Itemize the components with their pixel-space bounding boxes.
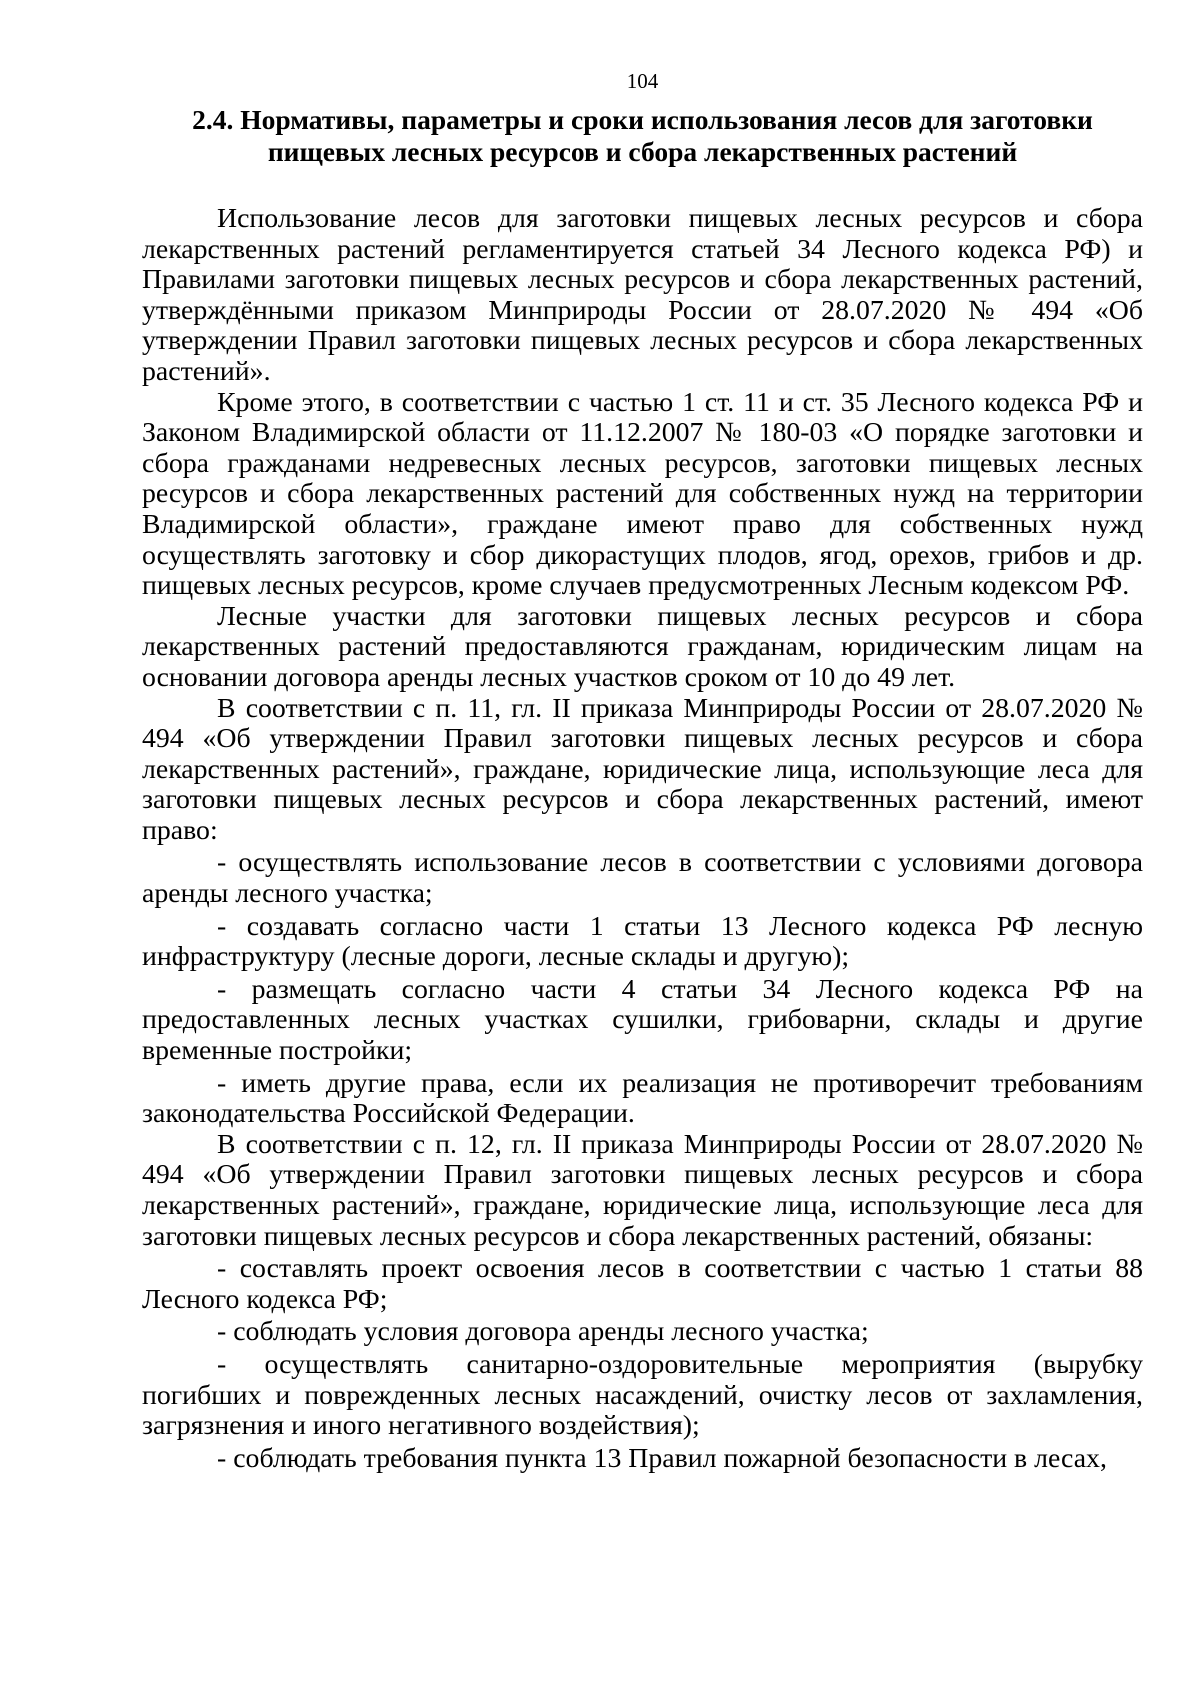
- list-item-duty: - соблюдать требования пункта 13 Правил пожарной безопасности в лесах,: [217, 1442, 1107, 1474]
- section-title-line-2: пищевых лесных ресурсов и сбора лекарственных растений: [267, 136, 1018, 167]
- list-item-right: - иметь другие права, если их реализация не противоречит требованиям законодательства Российской Федерации.: [142, 1067, 1143, 1130]
- list-item-right: - создавать согласно части 1 статьи 13 Лесного кодекса РФ лесную инфраструктуру (лесные дороги, лесные склады и другую);: [142, 910, 1143, 973]
- paragraph-rights-intro: В соответствии с п. 11, гл. II приказа Минприроды России от 28.07.2020 № 494 «Об утверждении Правил заготовки пищевых лесных ресурсов и сбора лекарственных растений», граждане, юридические лица, использующие леса для заготовки пищевых лесных ресурсов и сбора лекарственных растений, имеют право:: [142, 692, 1143, 846]
- list-item-right: - осуществлять использование лесов в соответствии с условиями договора аренды лесного участка;: [142, 847, 1143, 910]
- list-item-right: - размещать согласно части 4 статьи 34 Лесного кодекса РФ на предоставленных лесных участках сушилки, грибоварни, склады и другие временные постройки;: [142, 973, 1143, 1067]
- paragraph-regional-law: Кроме этого, в соответствии с частью 1 ст. 11 и ст. 35 Лесного кодекса РФ и Законом Владимирской области от 11.12.2007 № 180-03 «О порядке заготовки и сбора гражданами недревесных лесных ресурсов, заготовки пищевых лесных ресурсов и сбора лекарственных растений для собственных нужд на территории Владимирской области», граждане имеют право для собственных нужд осуществлять заготовку и сбор дикорастущих плодов, ягод, орехов, грибов и др. пищевых лесных ресурсов, кроме случаев предусмотренных Лесным кодексом РФ.: [142, 386, 1143, 602]
- list-item-duty: - соблюдать условия договора аренды лесного участка;: [217, 1316, 869, 1348]
- page-number: 104: [626, 69, 659, 93]
- list-item-duty: - составлять проект освоения лесов в соответствии с частью 1 статьи 88 Лесного кодекса РФ;: [142, 1253, 1143, 1315]
- section-title-line-1: 2.4. Нормативы, параметры и сроки использования лесов для заготовки: [192, 104, 1093, 135]
- paragraph-duties-intro: В соответствии с п. 12, гл. II приказа Минприроды России от 28.07.2020 № 494 «Об утверждении Правил заготовки пищевых лесных ресурсов и сбора лекарственных растений», граждане, юридические лица, использующие леса для заготовки пищевых лесных ресурсов и сбора лекарственных растений, обязаны:: [142, 1128, 1143, 1252]
- paragraph-lease: Лесные участки для заготовки пищевых лесных ресурсов и сбора лекарственных растений предоставляются гражданам, юридическим лицам на основании договора аренды лесных участков сроком от 10 до 49 лет.: [142, 600, 1143, 693]
- list-item-duty: - осуществлять санитарно-оздоровительные мероприятия (вырубку погибших и поврежденных лесных насаждений, очистку лесов от захламления, загрязнения и иного негативного воздействия);: [142, 1348, 1143, 1442]
- body-text: [142, 204, 1143, 1474]
- section-title: [142, 104, 1143, 168]
- paragraph-intro: Использование лесов для заготовки пищевых лесных ресурсов и сбора лекарственных растений регламентируется статьей 34 Лесного кодекса РФ) и Правилами заготовки пищевых лесных ресурсов и сбора лекарственных растений, утверждёнными приказом Минприроды России от 28.07.2020 № 494 «Об утверждении Правил заготовки пищевых лесных ресурсов и сбора лекарственных растений».: [142, 203, 1143, 387]
